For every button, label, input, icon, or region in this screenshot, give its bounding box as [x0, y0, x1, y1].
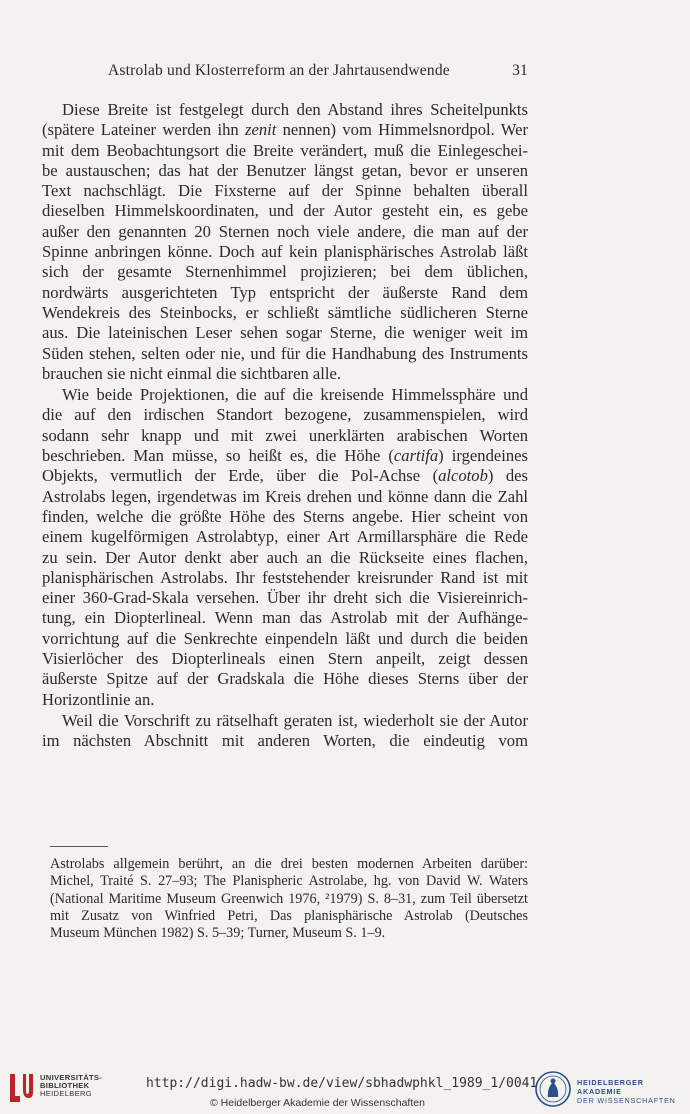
running-title: Astrolab und Klosterreform an der Jahrtausendwende — [108, 62, 450, 79]
ub-line-2: BIBLIOTHEK — [40, 1081, 90, 1091]
footnote-divider — [50, 846, 108, 847]
footnote — [50, 856, 528, 942]
text-line: äußerste Spitze auf der Gradskala die Höhe dieses Sterns über der — [42, 669, 528, 689]
text-line: finden, welche die größte Höhe des Sterns angebe. Hier scheint von — [42, 506, 528, 526]
academy-seal-icon — [534, 1070, 572, 1108]
text-line: außer den genannten 20 Sternen noch viele andere, die man auf der — [42, 221, 528, 241]
text-line: die auf den irdischen Standort bezogene, zusammenspielen, wird — [42, 405, 528, 425]
footnote-line: Michel, Traité S. 27–93; The Planispheric Astrolabe, hg. von David W. Waters — [50, 873, 528, 890]
paragraph — [22, 711, 528, 752]
text-line: Objekts, vermutlich der Erde, über die Pol-Achse (alcotob) des — [42, 466, 529, 486]
text-line: Wendekreis des Steinbocks, er schließt sämtliche südlicheren Sterne — [42, 302, 528, 322]
permalink-url[interactable]: http://digi.hadw-bw.de/view/sbhadwphkl_1989_1/0041 — [146, 1076, 538, 1091]
text-line: dieselben Himmelskoordinaten, und der Autor gesteht ein, es gebe — [42, 201, 528, 221]
text-line: Visierlöcher des Diopterlineals einen Stern anpeilt, zeigt dessen — [42, 649, 528, 669]
footnote-line: Astrolabs allgemein berührt, an die drei besten modernen Arbeiten darüber: — [50, 856, 528, 872]
body-text — [22, 100, 528, 753]
text-line: Spinne anbringen könne. Doch auf kein planisphärisches Astrolab läßt — [42, 242, 528, 262]
text-line: be austauschen; das hat der Benutzer längst getan, bevor er unseren — [42, 160, 528, 180]
text-line: Text nachschlägt. Die Fixsterne auf der Spinne behalten überall — [42, 181, 528, 201]
paragraph — [22, 385, 528, 710]
text-line: sich der gesamte Sternenhimmel projizieren; bei dem üblichen, — [42, 262, 528, 282]
text-line: Wie beide Projektionen, die auf die kreisende Himmelssphäre und — [62, 385, 528, 405]
text-line: Weil die Vorschrift zu rätselhaft geraten ist, wiederholt sie der Autor — [62, 710, 528, 730]
footnote-line: mit Zusatz von Winfried Petri, Das planisphärische Astrolab (Deutsches — [50, 907, 528, 924]
text-line: Astrolabs legen, irgendetwas im Kreis drehen und könne dann die Zahl — [42, 486, 528, 506]
text-line: mit dem Beobachtungsort die Breite verändert, muß die Einlegeschei- — [42, 140, 528, 160]
text-line: Diese Breite ist festgelegt durch den Abstand ihres Scheitelpunkts — [62, 100, 528, 119]
text-line: zu sein. Der Autor denkt aber auch an die Rückseite eines flachen, — [42, 547, 528, 567]
text-line: aus. Die lateinischen Leser sehen sogar Sterne, die weniger weit im — [42, 323, 528, 343]
italic-term: alcotob — [438, 466, 488, 486]
paragraph — [22, 100, 528, 384]
footnote-line: (National Maritime Museum Greenwich 1976, ²1979) S. 8–31, zum Teil übersetzt — [50, 890, 528, 907]
university-library-logo-icon — [6, 1070, 36, 1106]
footer-bar — [0, 1064, 690, 1114]
text-line: Süden stehen, selten oder nie, und für die Handhabung des Instruments — [42, 343, 528, 363]
ub-line-3: HEIDELBERG — [40, 1089, 92, 1099]
academy-name — [577, 1078, 690, 1106]
footnote-line: Museum München 1982) S. 5–39; Turner, Museum S. 1–9. — [50, 925, 386, 942]
text-line: vorrichtung auf die Senkrechte einpendeln läßt und durch die beiden — [42, 628, 528, 648]
text-line: beschrieben. Man müsse, so heißt es, die Höhe (cartifa) irgendeines — [42, 446, 528, 466]
academy-line-2: DER WISSENSCHAFTEN — [577, 1096, 676, 1106]
italic-term: zenit — [245, 120, 277, 140]
text-line: (spätere Lateiner werden ihn zenit nennen) vom Himmelsnordpol. Wer — [42, 120, 528, 140]
university-library-name — [40, 1074, 102, 1099]
text-line: im nächsten Abschnitt mit anderen Worten, die eindeutig vom — [42, 731, 528, 751]
text-line: Horizontlinie an. — [42, 689, 155, 709]
ub-line-1: UNIVERSITÄTS- — [40, 1073, 103, 1082]
copyright-notice: © Heidelberger Akademie der Wissenschaften — [210, 1097, 425, 1109]
text-line: tung, ein Diopterlineal. Wenn man das Astrolab mit der Aufhänge- — [42, 608, 528, 628]
text-line: einem kugelförmigen Astrolabtyp, einer Art Armillarsphäre die Rede — [42, 527, 528, 547]
text-line: einer 360-Grad-Skala versehen. Über ihr dreht sich die Visiereinrich- — [42, 588, 528, 608]
text-line: planisphärischen Astrolabs. Ihr feststehender kreisrunder Rand ist mit — [42, 567, 528, 587]
page-number: 31 — [512, 62, 528, 79]
italic-term: cartifa — [393, 446, 439, 466]
text-line: brauchen sie nicht einmal die sichtbaren alle. — [42, 363, 342, 383]
text-line: nordwärts ausgerichteten Typ entspricht der äußerste Rand dem — [42, 282, 528, 302]
text-line: sodann sehr knapp und mit zwei unerklärten arabischen Worten — [42, 425, 528, 445]
academy-line-1: HEIDELBERGER AKADEMIE — [577, 1078, 644, 1097]
